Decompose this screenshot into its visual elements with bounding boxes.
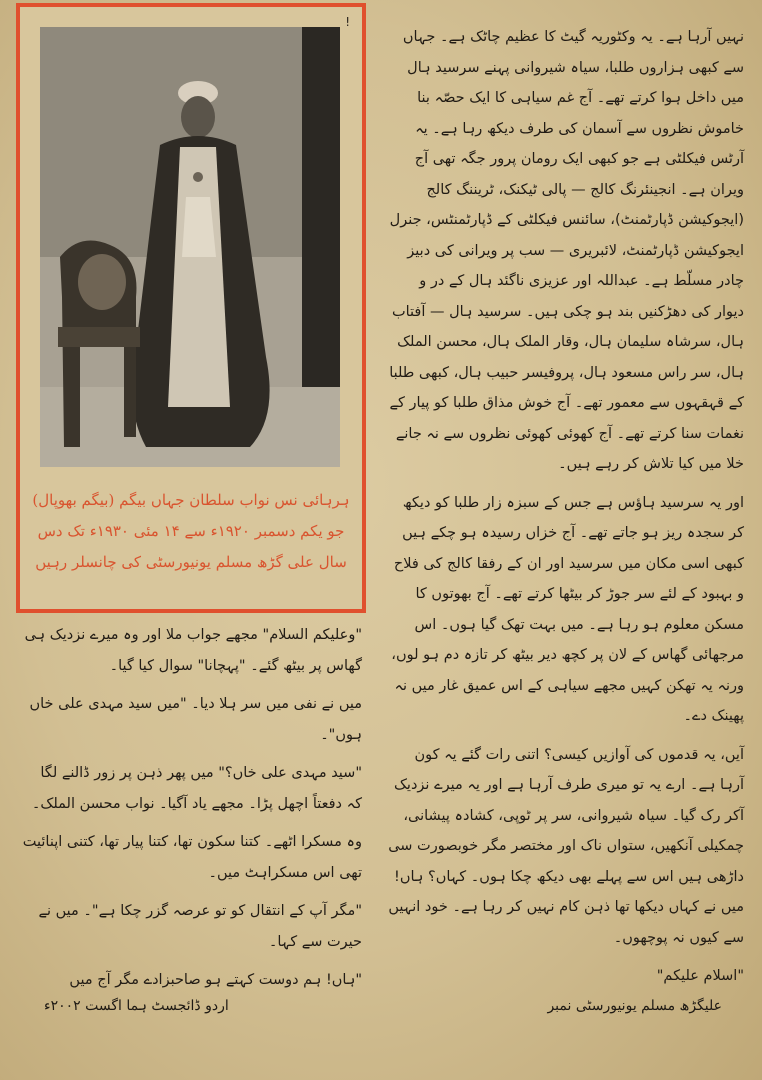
portrait-illustration — [40, 27, 340, 467]
article-paragraph: میں نے نفی میں سر ہلا دیا۔ "میں سید مہدی علی خاں ہوں"۔ — [29, 696, 362, 743]
article-paragraph: "اسلام علیکم" — [656, 968, 744, 984]
article-column-right — [388, 22, 744, 1000]
footer-issue-title: علیگڑھ مسلم یونیورسٹی نمبر — [547, 998, 722, 1014]
article-paragraph: وہ مسکرا اٹھے۔ کتنا سکون تھا، کتنا پیار تھا، کتنی اپنائیت تھی اس مسکراہٹ میں۔ — [22, 834, 362, 881]
article-paragraph: "سید مہدی علی خاں؟" میں پھر ذہن پر زور ڈالنے لگا کہ دفعتاً اچھل پڑا۔ مجھے یاد آگیا۔ نواب محسن الملک۔ — [31, 765, 362, 812]
article-paragraph: آیں، یہ قدموں کی آوازیں کیسی؟ اتنی رات گئے یہ کون آرہا ہے۔ ارے یہ تو میری طرف آرہا ہے اور یہ میرے نزدیک آکر رک گیا۔ سیاہ شیروانی، سر پر ٹوپی، کشادہ پیشانی، چمکیلی آنکھیں، ستواں ناک اور مختصر مگر خوبصورت سی داڑھی ہیں اس سے پہلے بھی دیکھ چکا ہوں۔ کہاں؟ ہاں! میں نے کہاں دیکھا تھا ذہن کام نہیں کر رہا ہے۔ خود انہیں سے کیوں نہ پوچھوں۔ — [388, 746, 744, 946]
portrait-photo — [40, 27, 340, 467]
photo-frame — [16, 3, 366, 613]
article-paragraph: نہیں آرہا ہے۔ یہ وکٹوریہ گیٹ کا عظیم چاٹک ہے۔ جہاں سے کبھی ہزاروں طلبا، سیاہ شیروانی پہنے سرسید ہال میں داخل ہوا کرتے تھے۔ آج غم سیاہی کا ایک حصّہ بنا خاموش نظروں سے آسمان کی طرف دیکھ رہا ہے۔ یہ آرٹس فیکلٹی ہے جو کبھی ایک رومان پرور جگہ تھی آج ویران ہے۔ انجینئرنگ کالج — پالی ٹیکنک، ٹریننگ کالج (ایجوکیشن ڈپارٹمنٹ)، سائنس فیکلٹی کے ڈپارٹمنٹس، جنرل ایجوکیشن ڈپارٹمنٹ، لائبریری — سب پر ویرانی کی دبیز چادر مسلّط ہے۔ عبداللہ اور عزیزی ناگئد ہال کے در و دیوار کی دھڑکنیں بند ہو چکی ہیں۔ سرسید ہال — آفتاب ہال، سرشاہ سلیمان ہال، وقار الملک ہال، محسن الملک ہال، سر راس مسعود ہال، پروفیسر حبیب ہال، کبھی طلبا کے قہقہوں سے معمور تھے۔ آج خوش مذاق طلبا کو پیار کے نغمات سنا کرتے تھے۔ آج کھوئی کھوئی نظروں سے نہ جانے خلا میں کیا تلاش کر رہے ہیں۔ — [389, 29, 744, 472]
photo-caption: ہرہائی نس نواب سلطان جہاں بیگم (بیگم بھوپال) جو یکم دسمبر ۱۹۲۰ء سے ۱۴ مئی ۱۹۳۰ء تک دس سال علی گڑھ مسلم یونیورسٹی کی چانسلر رہیں — [32, 491, 350, 571]
footer-publication: اردو ڈائجسٹ ہما اگست ۲۰۰۲ء — [44, 998, 229, 1014]
article-paragraph: اور یہ سرسید ہاؤس ہے جس کے سبزہ زار طلبا کو دیکھ کر سجدہ ریز ہو جاتے تھے۔ آج خزاں رسیدہ ہو چکے ہیں کبھی اسی مکان میں سرسید اور ان کے رفقا کالج کی فلاح و بہبود کے لئے سر جوڑ کر بیٹھا کرتے تھے۔ آج بھوتوں کا مسکن معلوم ہو رہا ہے۔ میں بہت تھک گیا ہوں۔ اس مرجھائی گھاس کے لان پر کچھ دیر بیٹھ کر تازہ دم ہو لوں، ورنہ یہ تھکن کہیں مجھے سیاہی کے اس عمیق غار میں نہ پھینک دے۔ — [391, 494, 744, 724]
article-paragraph: "ہاں! ہم دوست کہتے ہو صاحبزادے مگر آج میں — [69, 972, 362, 988]
frame-mark: ! — [345, 15, 350, 29]
article-column-left — [22, 620, 362, 1004]
article-paragraph: "مگر آپ کے انتقال کو تو عرصہ گزر چکا ہے"۔ میں نے حیرت سے کہا۔ — [38, 903, 362, 950]
article-paragraph: "وعلیکم السلام" مجھے جواب ملا اور وہ میرے نزدیک ہی گھاس پر بیٹھ گئے۔ "پہچانا" سوال کیا گیا۔ — [24, 627, 362, 674]
